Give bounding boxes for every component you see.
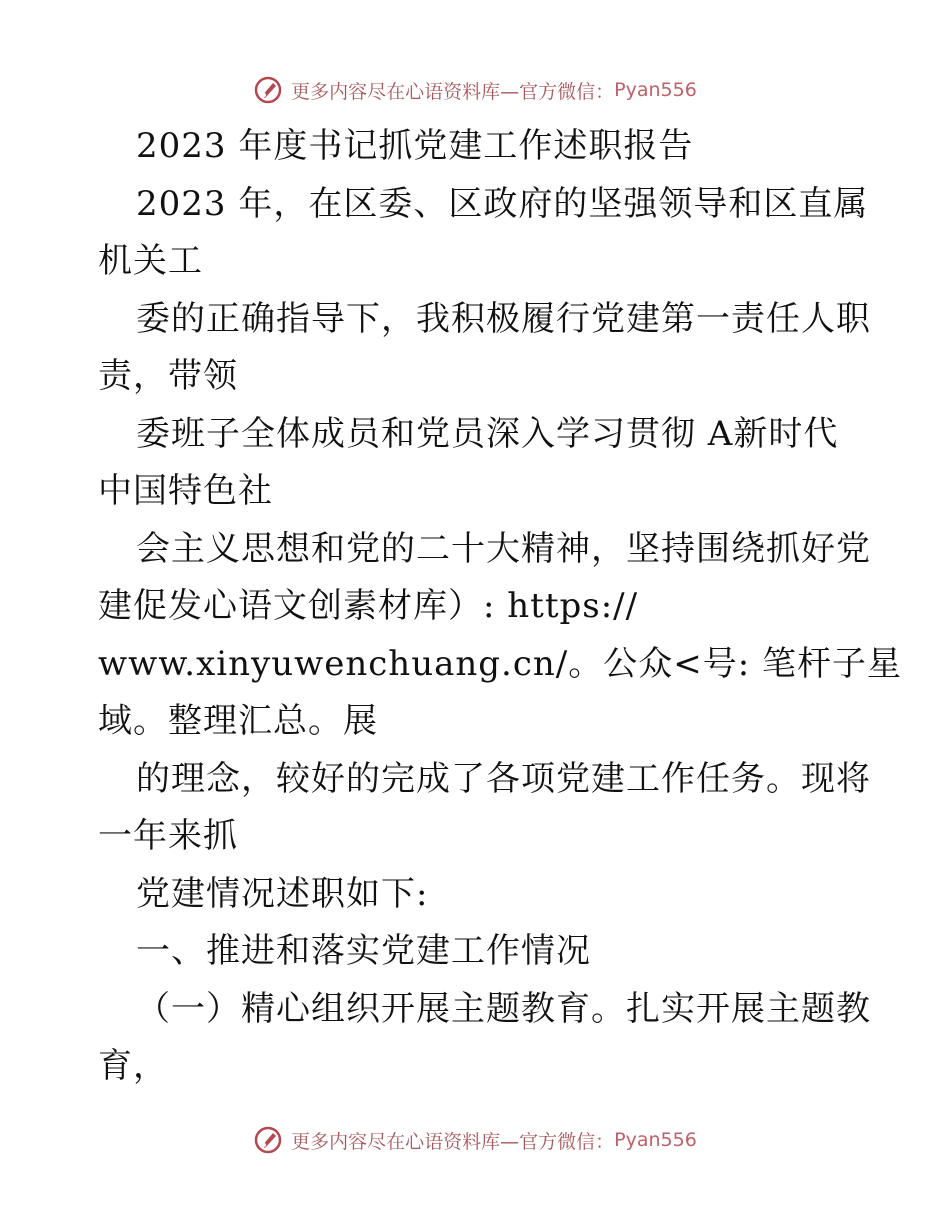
header-watermark-banner xyxy=(0,70,950,110)
paragraph-line: www.xinyuwenchuang.cn/。公众<号: 笔杆子星 xyxy=(98,643,902,684)
paragraph-line: 委班子全体成员和党员深入学习贯彻 A新时代 xyxy=(136,413,839,454)
section-heading: 一、推进和落实党建工作情况 xyxy=(136,931,591,971)
paragraph-line: 会主义思想和党的二十大精神，坚持围绕抓好党 xyxy=(136,528,871,569)
document-title: 2023 年度书记抓党建工作述职报告 xyxy=(136,126,694,166)
header-wechat-id: Pyan556 xyxy=(614,79,697,101)
paragraph-line: 建促发心语文创素材库）: https:// xyxy=(98,586,639,626)
document-body xyxy=(98,118,902,1096)
pen-logo-icon xyxy=(253,75,283,105)
paragraph-line: 党建情况述职如下: xyxy=(136,873,429,914)
footer-watermark-banner xyxy=(0,1120,950,1160)
paragraph-line: 2023 年，在区委、区政府的坚强领导和区直属 xyxy=(136,183,869,224)
paragraph-line: 育， xyxy=(98,1046,168,1086)
paragraph-line: 责，带领 xyxy=(98,356,238,396)
paragraph-line: 一年来抓 xyxy=(98,816,238,856)
paragraph-line: 中国特色社 xyxy=(98,471,273,511)
footer-banner-text: 更多内容尽在心语资料库—官方微信： xyxy=(291,1130,615,1153)
pen-logo-icon xyxy=(253,1125,283,1155)
header-banner-text: 更多内容尽在心语资料库—官方微信： xyxy=(291,80,615,103)
paragraph-line: 的理念，较好的完成了各项党建工作任务。现将 xyxy=(136,758,871,799)
footer-wechat-id: Pyan556 xyxy=(614,1129,697,1151)
paragraph-line: 域。整理汇总。展 xyxy=(98,701,378,741)
paragraph-line: 机关工 xyxy=(98,241,203,281)
paragraph-line: 委的正确指导下，我积极履行党建第一责任人职 xyxy=(136,298,871,339)
subsection-heading-line: （一）精心组织开展主题教育。扎实开展主题教 xyxy=(136,988,871,1029)
